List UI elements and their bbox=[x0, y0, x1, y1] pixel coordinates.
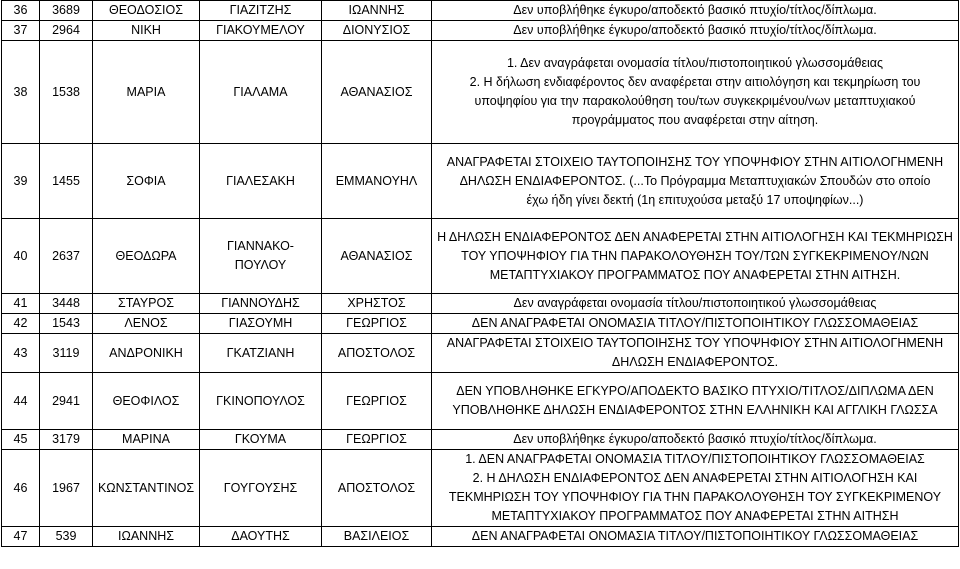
rejection-reason-line: 2. Η δήλωση ενδιαφέροντος δεν αναφέρεται στην αιτιολόγηση και τεκμηρίωση του bbox=[469, 75, 921, 89]
rejection-reason-line: ΔΕΝ ΑΝΑΓΡΑΦΕΤΑΙ ΟΝΟΜΑΣΙΑ ΤΙΤΛΟΥ/ΠΙΣΤΟΠΟΙΗΤΙΚΟΥ ΓΛΩΣΣΟΜΑΘΕΙΑΣ bbox=[471, 529, 919, 543]
row-number: 39 bbox=[2, 144, 40, 219]
table-row bbox=[2, 219, 959, 294]
father-name: ΑΠΟΣΤΟΛΟΣ bbox=[322, 450, 432, 527]
rejection-reason bbox=[432, 314, 959, 334]
row-number: 37 bbox=[2, 21, 40, 41]
rejection-reason-line: ΥΠΟΒΛΗΘΗΚΕ ΔΗΛΩΣΗ ΕΝΔΙΑΦΕΡΟΝΤΟΣ ΣΤΗΝ ΕΛΛΗΝΙΚΗ ΚΑΙ ΑΓΓΛΙΚΗ ΓΛΩΣΣΑ bbox=[452, 403, 938, 417]
table-body bbox=[2, 1, 959, 547]
last-name bbox=[200, 41, 322, 144]
row-number: 47 bbox=[2, 527, 40, 547]
rejection-reason-line: ΔΕΝ ΑΝΑΓΡΑΦΕΤΑΙ ΟΝΟΜΑΣΙΑ ΤΙΤΛΟΥ/ΠΙΣΤΟΠΟΙΗΤΙΚΟΥ ΓΛΩΣΣΟΜΑΘΕΙΑΣ bbox=[471, 316, 919, 330]
first-name: ΚΩΝΣΤΑΝΤΙΝΟΣ bbox=[93, 450, 200, 527]
applicant-code: 3448 bbox=[40, 294, 93, 314]
last-name bbox=[200, 527, 322, 547]
rejection-reason-line: Δεν υποβλήθηκε έγκυρο/αποδεκτό βασικό πτυχίο/τίτλος/δίπλωμα. bbox=[513, 3, 877, 17]
rejection-reason-line: ΔΕΝ ΥΠΟΒΛΗΘΗΚΕ ΕΓΚΥΡΟ/ΑΠΟΔΕΚΤΟ ΒΑΣΙΚΟ ΠΤΥΧΙΟ/ΤΙΤΛΟΣ/ΔΙΠΛΩΜΑ ΔΕΝ bbox=[456, 384, 934, 398]
applicant-code: 2637 bbox=[40, 219, 93, 294]
rejection-reason bbox=[432, 373, 959, 430]
father-name: ΓΕΩΡΓΙΟΣ bbox=[322, 373, 432, 430]
rejections-table bbox=[1, 0, 959, 547]
rejection-reason-line: ΜΕΤΑΠΤΥΧΙΑΚΟΥ ΠΡΟΓΡΑΜΜΑΤΟΣ ΠΟΥ ΑΝΑΦΕΡΕΤΑΙ ΣΤΗΝ ΑΙΤΗΣΗ. bbox=[489, 267, 901, 282]
rejection-reason-line: 1. ΔΕΝ ΑΝΑΓΡΑΦΕΤΑΙ ΟΝΟΜΑΣΙΑ ΤΙΤΛΟΥ/ΠΙΣΤΟΠΟΙΗΤΙΚΟΥ ΓΛΩΣΣΟΜΑΘΕΙΑΣ bbox=[465, 452, 925, 466]
last-name-line: ΓΚΟΥΜΑ bbox=[234, 432, 287, 446]
table-row bbox=[2, 314, 959, 334]
last-name-line: ΓΙΑΝΝΑΚΟ- bbox=[227, 239, 294, 253]
rejection-reason bbox=[432, 430, 959, 450]
table-row bbox=[2, 450, 959, 527]
applicant-code: 3119 bbox=[40, 334, 93, 373]
last-name bbox=[200, 144, 322, 219]
applicant-code: 1543 bbox=[40, 314, 93, 334]
applicant-code: 1967 bbox=[40, 450, 93, 527]
row-number: 38 bbox=[2, 41, 40, 144]
last-name bbox=[200, 373, 322, 430]
rejection-reason bbox=[432, 41, 959, 144]
last-name-line: ΓΙΑΣΟΥΜΗ bbox=[228, 316, 293, 330]
table-row bbox=[2, 21, 959, 41]
rejection-reason-line: 2. Η ΔΗΛΩΣΗ ΕΝΔΙΑΦΕΡΟΝΤΟΣ ΔΕΝ ΑΝΑΦΕΡΕΤΑΙ ΣΤΗΝ ΑΙΤΙΟΛΟΓΗΣΗ ΚΑΙ bbox=[472, 471, 918, 485]
rejection-reason bbox=[432, 334, 959, 373]
first-name: ΜΑΡΙΝΑ bbox=[93, 430, 200, 450]
last-name bbox=[200, 450, 322, 527]
last-name-line: ΓΙΑΛΑΜΑ bbox=[233, 84, 288, 99]
rejection-reason-line: ΔΗΛΩΣΗ ΕΝΔΙΑΦΕΡΟΝΤΟΣ. (...Το Πρόγραμμα Μεταπτυχιακών Σπουδών στο οποίο bbox=[459, 173, 931, 188]
applicant-code: 3689 bbox=[40, 1, 93, 21]
applicant-code: 3179 bbox=[40, 430, 93, 450]
rejection-reason-line: Δεν υποβλήθηκε έγκυρο/αποδεκτό βασικό πτυχίο/τίτλος/δίπλωμα. bbox=[513, 432, 877, 446]
rejection-reason bbox=[432, 21, 959, 41]
father-name: ΑΘΑΝΑΣΙΟΣ bbox=[322, 41, 432, 144]
rejection-reason-line: ΑΝΑΓΡΑΦΕΤΑΙ ΣΤΟΙΧΕΙΟ ΤΑΥΤΟΠΟΙΗΣΗΣ ΤΟΥ ΥΠΟΨΗΦΙΟΥ ΣΤΗΝ ΑΙΤΙΟΛΟΓΗΜΕΝΗ bbox=[446, 154, 944, 169]
rejection-reason-line: Η ΔΗΛΩΣΗ ΕΝΔΙΑΦΕΡΟΝΤΟΣ ΔΕΝ ΑΝΑΦΕΡΕΤΑΙ ΣΤΗΝ ΑΙΤΙΟΛΟΓΗΣΗ ΚΑΙ ΤΕΚΜΗΡΙΩΣΗ bbox=[437, 229, 953, 244]
rejection-reason-line: ΑΝΑΓΡΑΦΕΤΑΙ ΣΤΟΙΧΕΙΟ ΤΑΥΤΟΠΟΙΗΣΗΣ ΤΟΥ ΥΠΟΨΗΦΙΟΥ ΣΤΗΝ ΑΙΤΙΟΛΟΓΗΜΕΝΗ bbox=[446, 336, 944, 350]
rejection-reason bbox=[432, 1, 959, 21]
rejection-reason-line: 1. Δεν αναγράφεται ονομασία τίτλου/πιστοποιητικού γλωσσομάθειας bbox=[506, 56, 884, 70]
table-row bbox=[2, 373, 959, 430]
father-name: ΒΑΣΙΛΕΙΟΣ bbox=[322, 527, 432, 547]
first-name: ΝΙΚΗ bbox=[93, 21, 200, 41]
applicant-code: 2941 bbox=[40, 373, 93, 430]
table-row bbox=[2, 41, 959, 144]
last-name bbox=[200, 219, 322, 294]
father-name: ΧΡΗΣΤΟΣ bbox=[322, 294, 432, 314]
row-number: 42 bbox=[2, 314, 40, 334]
first-name: ΘΕΟΦΙΛΟΣ bbox=[93, 373, 200, 430]
father-name: ΙΩΑΝΝΗΣ bbox=[322, 1, 432, 21]
rejection-reason-line: έχω ήδη γίνει δεκτή (1η επιτυχούσα μεταξύ 17 υποψηφίων...) bbox=[526, 192, 864, 207]
father-name: ΓΕΩΡΓΙΟΣ bbox=[322, 430, 432, 450]
table-row bbox=[2, 527, 959, 547]
applicant-code: 2964 bbox=[40, 21, 93, 41]
rejection-reason-line: υποψηφίου για την παρακολούθηση του/των συγκεκριμένου/νων μεταπτυχιακού bbox=[474, 94, 916, 108]
last-name bbox=[200, 314, 322, 334]
row-number: 46 bbox=[2, 450, 40, 527]
row-number: 36 bbox=[2, 1, 40, 21]
last-name bbox=[200, 334, 322, 373]
first-name: ΛΕΝΟΣ bbox=[93, 314, 200, 334]
father-name: ΕΜΜΑΝΟΥΗΛ bbox=[322, 144, 432, 219]
last-name-line: ΠΟΥΛΟΥ bbox=[234, 258, 287, 272]
last-name-line: ΓΟΥΓΟΥΣΗΣ bbox=[223, 480, 298, 495]
last-name-line: ΔΑΟΥΤΗΣ bbox=[231, 529, 290, 543]
father-name: ΔΙΟΝΥΣΙΟΣ bbox=[322, 21, 432, 41]
rejection-reason bbox=[432, 219, 959, 294]
first-name: ΘΕΟΔΟΣΙΟΣ bbox=[93, 1, 200, 21]
father-name: ΑΘΑΝΑΣΙΟΣ bbox=[322, 219, 432, 294]
first-name: ΘΕΟΔΩΡΑ bbox=[93, 219, 200, 294]
last-name-line: ΓΙΑΛΕΣΑΚΗ bbox=[226, 173, 295, 188]
table-row bbox=[2, 334, 959, 373]
row-number: 41 bbox=[2, 294, 40, 314]
first-name: ΑΝΔΡΟΝΙΚΗ bbox=[93, 334, 200, 373]
rejection-reason-line: ΤΕΚΜΗΡΙΩΣΗ ΤΟΥ ΥΠΟΨΗΦΙΟΥ ΓΙΑ ΤΗΝ ΠΑΡΑΚΟΛΟΥΘΗΣΗ ΤΟΥ ΣΥΓΚΕΚΡΙΜΕΝΟΥ bbox=[448, 490, 942, 504]
rejection-reason-line: Δεν αναγράφεται ονομασία τίτλου/πιστοποιητικού γλωσσομάθειας bbox=[513, 296, 877, 310]
first-name: ΣΟΦΙΑ bbox=[93, 144, 200, 219]
row-number: 44 bbox=[2, 373, 40, 430]
last-name bbox=[200, 1, 322, 21]
father-name: ΑΠΟΣΤΟΛΟΣ bbox=[322, 334, 432, 373]
father-name: ΓΕΩΡΓΙΟΣ bbox=[322, 314, 432, 334]
row-number: 43 bbox=[2, 334, 40, 373]
rejection-reason-line: Δεν υποβλήθηκε έγκυρο/αποδεκτό βασικό πτυχίο/τίτλος/δίπλωμα. bbox=[513, 23, 877, 37]
first-name: ΙΩΑΝΝΗΣ bbox=[93, 527, 200, 547]
last-name-line: ΓΙΑΚΟΥΜΕΛΟΥ bbox=[216, 23, 305, 37]
applicant-code: 1455 bbox=[40, 144, 93, 219]
last-name-line: ΓΚΑΤΖΙΑΝΗ bbox=[226, 345, 295, 360]
last-name bbox=[200, 294, 322, 314]
first-name: ΜΑΡΙΑ bbox=[93, 41, 200, 144]
rejection-reason-line: ΜΕΤΑΠΤΥΧΙΑΚΟΥ ΠΡΟΓΡΑΜΜΑΤΟΣ ΠΟΥ ΑΝΑΦΕΡΕΤΑΙ ΣΤΗΝ ΑΙΤΗΣΗ bbox=[491, 509, 899, 523]
row-number: 40 bbox=[2, 219, 40, 294]
rejection-reason-line: ΤΟΥ ΥΠΟΨΗΦΙΟΥ ΓΙΑ ΤΗΝ ΠΑΡΑΚΟΛΟΥΘΗΣΗ ΤΟΥ/ΤΩΝ ΣΥΓΚΕΚΡΙΜΕΝΟΥ/ΝΩΝ bbox=[461, 248, 929, 263]
last-name-line: ΓΚΙΝΟΠΟΥΛΟΣ bbox=[216, 393, 305, 408]
last-name-line: ΓΙΑΖΙΤΖΗΣ bbox=[229, 3, 292, 17]
last-name bbox=[200, 21, 322, 41]
rejection-reason bbox=[432, 144, 959, 219]
table-row bbox=[2, 294, 959, 314]
last-name bbox=[200, 430, 322, 450]
row-number: 45 bbox=[2, 430, 40, 450]
applicant-code: 539 bbox=[40, 527, 93, 547]
rejection-reason bbox=[432, 450, 959, 527]
rejection-reason-line: ΔΗΛΩΣΗ ΕΝΔΙΑΦΕΡΟΝΤΟΣ. bbox=[611, 355, 779, 369]
table-row bbox=[2, 144, 959, 219]
rejection-reason-line: προγράμματος που αναφέρεται στην αίτηση. bbox=[571, 113, 819, 127]
table-row bbox=[2, 1, 959, 21]
table-row bbox=[2, 430, 959, 450]
last-name-line: ΓΙΑΝΝΟΥΔΗΣ bbox=[221, 296, 300, 310]
rejection-reason bbox=[432, 294, 959, 314]
applicant-code: 1538 bbox=[40, 41, 93, 144]
rejection-reason bbox=[432, 527, 959, 547]
first-name: ΣΤΑΥΡΟΣ bbox=[93, 294, 200, 314]
